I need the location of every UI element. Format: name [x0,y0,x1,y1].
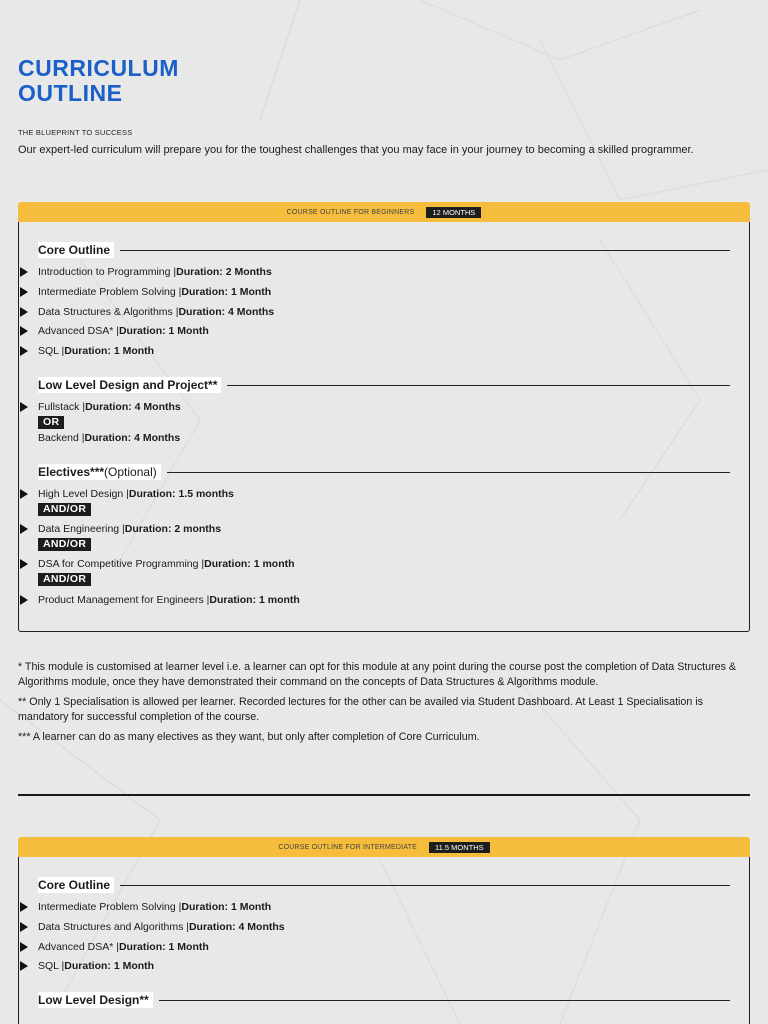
list-item [38,431,180,445]
list-item [20,400,181,414]
section-title [38,464,161,480]
item-duration: Duration: 1 Month [118,941,209,953]
bullet-arrow-icon [20,307,28,317]
section-title: Low Level Design** [38,992,153,1008]
item-name: Data Structures & Algorithms | [38,306,179,318]
bullet-arrow-icon [20,489,28,499]
bullet-arrow-icon [20,402,28,412]
item-name: Intermediate Problem Solving | [38,901,182,913]
beginners-course-bar [18,202,750,222]
list-item [20,305,274,319]
intro-paragraph: Our expert-led curriculum will prepare you for the toughest challenges that you may face in your journey to becoming a skilled programmer. [18,144,694,156]
andor-tag: AND/OR [38,573,91,586]
list-item [20,324,209,338]
page-title-line-1: CURRICULUM [18,55,179,81]
item-duration: Duration: 1 month [209,594,300,606]
item-duration: Duration: 2 Months [176,266,272,278]
list-item [20,285,271,299]
item-name: SQL | [38,345,65,357]
list-item [20,920,285,934]
footnote: * This module is customised at learner level i.e. a learner can opt for this module at any point during the course post the completion of Data Structures & Algorithms module, once they have demonstrated their command on the concepts of Data Structures & Algorithms module. [18,661,737,688]
page-title-line-2: OUTLINE [18,80,123,106]
or-tag: OR [38,416,64,429]
item-name: Fullstack | [38,401,86,413]
bullet-arrow-icon [20,922,28,932]
beginners-bar-label: COURSE OUTLINE FOR BEGINNERS [286,208,415,216]
andor-tag: AND/OR [38,503,91,516]
item-duration: Duration: 4 Months [178,306,275,318]
section-rule [120,250,730,251]
intermediate-duration-badge: 11.5 MONTHS [429,842,490,853]
item-duration: Duration: 2 months [124,523,222,535]
list-item [20,959,154,973]
section-rule [167,472,730,473]
bullet-arrow-icon [20,942,28,952]
item-name: Backend | [38,432,85,444]
footnote: *** A learner can do as many electives as they want, but only after completion of Core Curriculum. [18,731,480,744]
item-duration: Duration: 1 Month [181,901,272,913]
footnotes [18,660,746,751]
item-duration: Duration: 1 month [204,558,295,570]
bullet-arrow-icon [20,524,28,534]
item-duration: Duration: 1 Month [181,286,272,298]
section-divider [18,794,750,796]
list-item [20,940,209,954]
item-duration: Duration: 1 Month [118,325,209,337]
list-item [20,593,300,607]
item-name: Advanced DSA* | [38,941,119,953]
footnote: ** Only 1 Specialisation is allowed per learner. Recorded lectures for the other can be availed via Student Dashboard. At Least 1 Specialisation is mandatory for successful completion of the course. [18,696,703,723]
item-duration: Duration: 1.5 months [128,488,234,500]
page-title [18,56,179,106]
item-duration: Duration: 1 Month [64,345,155,357]
intermediate-lld-header [38,992,730,1008]
electives-title: Electives*** [38,465,105,479]
beginners-duration-badge: 12 MONTHS [426,207,481,218]
beginners-lld-header [38,377,730,393]
intermediate-core-header [38,877,730,893]
bullet-arrow-icon [20,902,28,912]
list-item [20,900,271,914]
section-rule [159,1000,730,1001]
electives-optional: (Optional) [104,465,157,479]
bullet-arrow-icon [20,346,28,356]
bullet-arrow-icon [20,287,28,297]
bullet-arrow-icon [20,595,28,605]
kicker-text: THE BLUEPRINT TO SUCCESS [18,128,133,137]
list-item [20,487,234,501]
item-duration: Duration: 4 Months [85,401,181,413]
intermediate-bar-label: COURSE OUTLINE FOR INTERMEDIATE [278,843,418,851]
item-name: High Level Design | [38,488,129,500]
item-name: Intermediate Problem Solving | [38,286,182,298]
intermediate-course-bar [18,837,750,857]
list-item [20,557,295,571]
bullet-arrow-icon [20,559,28,569]
item-name: Data Engineering | [38,523,125,535]
item-duration: Duration: 1 Month [64,960,155,972]
list-item [20,265,272,279]
item-name: Product Management for Engineers | [38,594,210,606]
item-name: SQL | [38,960,65,972]
item-duration: Duration: 4 Months [84,432,181,444]
item-duration: Duration: 4 Months [188,921,285,933]
andor-tag: AND/OR [38,538,91,551]
section-title: Core Outline [38,877,114,893]
section-rule [227,385,730,386]
item-name: Introduction to Programming | [38,266,177,278]
list-item [20,522,221,536]
beginners-core-header [38,242,730,258]
bullet-arrow-icon [20,326,28,336]
list-item [20,344,154,358]
bullet-arrow-icon [20,961,28,971]
item-name: DSA for Competitive Programming | [38,558,205,570]
section-title: Core Outline [38,242,114,258]
section-rule [120,885,730,886]
beginners-electives-header [38,464,730,480]
section-title: Low Level Design and Project** [38,377,221,393]
bullet-arrow-icon [20,267,28,277]
item-name: Advanced DSA* | [38,325,119,337]
item-name: Data Structures and Algorithms | [38,921,189,933]
